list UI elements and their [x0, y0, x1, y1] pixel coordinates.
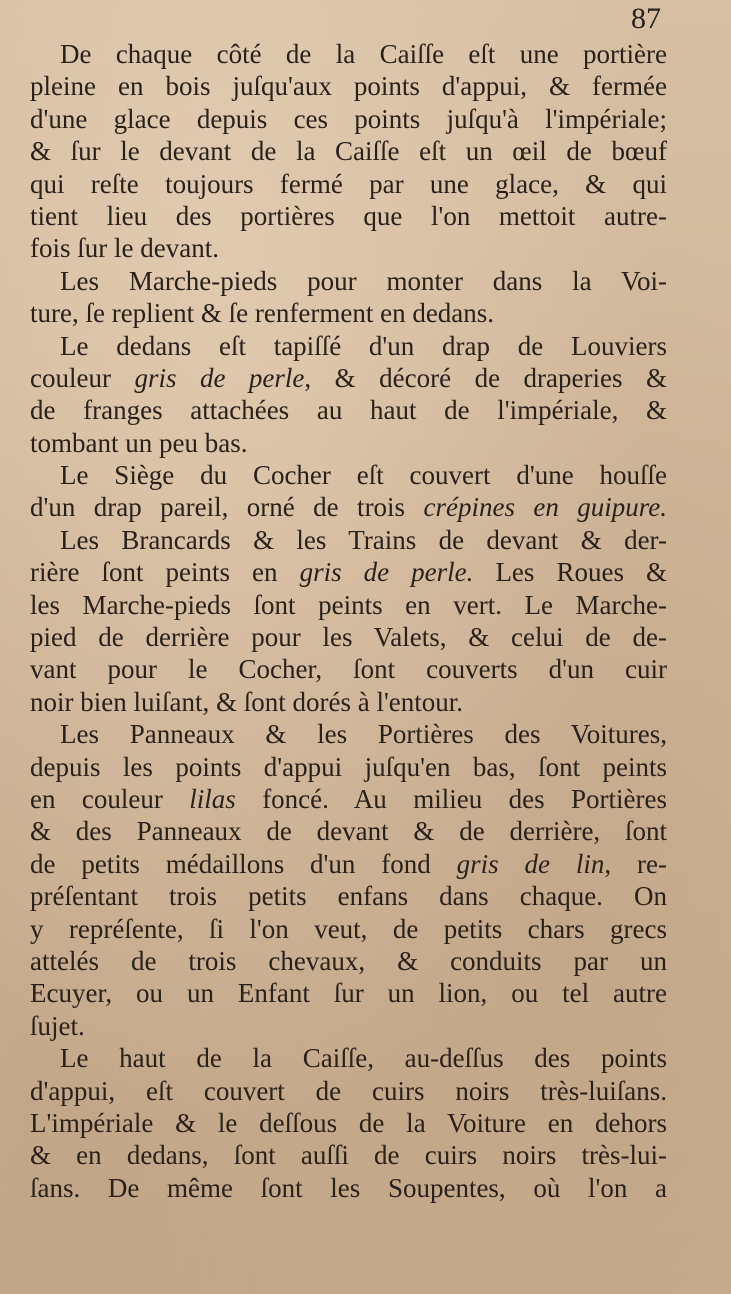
text-line: [0, 135, 731, 167]
text-run: de petits médaillons d'un fond: [30, 848, 457, 879]
text-run: de franges attachées au haut de l'impériale, &: [30, 395, 667, 426]
text-run: fois ſur le devant.: [30, 233, 219, 264]
text-line: [0, 427, 731, 459]
italic-text: gris de lin: [456, 848, 605, 879]
text-run: depuis les points d'appui juſqu'en bas, ſont peints: [30, 751, 667, 782]
text-run: couleur: [30, 362, 135, 393]
text-run: y repréſente, ſi l'on veut, de petits chars grecs: [30, 913, 667, 944]
text-run: d'un drap pareil, orné de trois: [30, 492, 424, 523]
text-line: [0, 1010, 731, 1042]
text-line: [0, 1139, 731, 1171]
text-line: [0, 459, 731, 491]
text-run: Les Marche-pieds pour monter dans la Voi-: [60, 265, 667, 296]
text-line: [0, 103, 731, 135]
italic-text: gris de perle: [134, 362, 305, 393]
text-line: [0, 653, 731, 685]
text-run: , & décoré de draperies &: [304, 362, 667, 393]
text-run: pied de derrière pour les Valets, & celui de de-: [30, 622, 667, 653]
text-run: Ecuyer, ou un Enfant ſur un lion, ou tel autre: [30, 978, 667, 1009]
italic-text: lilas: [189, 783, 236, 814]
text-line: [0, 913, 731, 945]
text-run: Le haut de la Caiſſe, au-deſſus des points: [60, 1043, 667, 1074]
text-run: L'impériale & le deſſous de la Voiture en dehors: [30, 1107, 667, 1138]
italic-text: crépines en guipure.: [423, 492, 667, 523]
text-run: pleine en bois juſqu'aux points d'appui, & fermée: [30, 71, 667, 102]
text-run: Le dedans eſt tapiſſé d'un drap de Louviers: [60, 330, 667, 361]
text-line: [0, 70, 731, 102]
text-line: [0, 38, 731, 70]
text-run: préſentant trois petits enfans dans chaque. On: [30, 881, 667, 912]
text-run: & en dedans, ſont auſſi de cuirs noirs très-lui-: [30, 1140, 667, 1171]
text-line: [0, 880, 731, 912]
text-line: [0, 556, 731, 588]
text-line: [0, 783, 731, 815]
text-run: tombant un peu bas.: [30, 427, 248, 458]
text-line: [0, 945, 731, 977]
text-line: [0, 718, 731, 750]
text-run: Les Roues &: [473, 557, 668, 588]
body-text: [0, 38, 731, 1204]
text-line: [0, 168, 731, 200]
italic-text: gris de perle.: [299, 557, 474, 588]
text-run: ſans. De même ſont les Soupentes, où l'on a: [30, 1172, 667, 1203]
text-line: [0, 1075, 731, 1107]
text-run: rière ſont peints en: [30, 557, 300, 588]
text-line: [0, 589, 731, 621]
text-line: [0, 1042, 731, 1074]
text-line: [0, 686, 731, 718]
text-line: [0, 232, 731, 264]
text-run: les Marche-pieds ſont peints en vert. Le Marche-: [30, 589, 667, 620]
text-run: & ſur le devant de la Caiſſe eſt un œil de bœuf: [30, 136, 667, 167]
text-run: attelés de trois chevaux, & conduits par un: [30, 945, 667, 976]
text-run: De chaque côté de la Caiſſe eſt une portière: [60, 39, 667, 69]
text-line: [0, 1107, 731, 1139]
text-run: , re-: [604, 848, 667, 879]
text-run: & des Panneaux de devant & de derrière, ſont: [30, 816, 667, 847]
text-line: [0, 977, 731, 1009]
text-run: en couleur: [30, 783, 190, 814]
text-run: ſujet.: [30, 1010, 85, 1041]
text-line: [0, 815, 731, 847]
text-line: [0, 330, 731, 362]
text-line: [0, 265, 731, 297]
text-line: [0, 848, 731, 880]
text-run: Le Siège du Cocher eſt couvert d'une houſſe: [60, 460, 667, 491]
text-line: [0, 297, 731, 329]
text-line: [0, 751, 731, 783]
text-line: [0, 491, 731, 523]
text-run: vant pour le Cocher, ſont couverts d'un cuir: [30, 654, 667, 685]
text-run: noir bien luiſant, & ſont dorés à l'entour.: [30, 686, 464, 717]
text-line: [0, 394, 731, 426]
text-run: d'une glace depuis ces points juſqu'à l'impériale;: [30, 103, 667, 134]
text-run: foncé. Au milieu des Portières: [235, 783, 667, 814]
text-line: [0, 362, 731, 394]
text-run: Les Panneaux & les Portières des Voitures,: [60, 719, 667, 750]
text-line: [0, 621, 731, 653]
text-run: tient lieu des portières que l'on mettoit autre-: [30, 200, 667, 231]
text-run: Les Brancards & les Trains de devant & der-: [60, 524, 667, 555]
text-line: [0, 1172, 731, 1204]
text-run: qui reſte toujours fermé par une glace, & qui: [30, 168, 667, 199]
text-run: ture, ſe replient & ſe renferment en dedans.: [30, 298, 495, 329]
text-run: d'appui, eſt couvert de cuirs noirs très-luiſans.: [30, 1075, 667, 1106]
text-line: [0, 524, 731, 556]
text-line: [0, 200, 731, 232]
page-number: 87: [631, 2, 661, 35]
